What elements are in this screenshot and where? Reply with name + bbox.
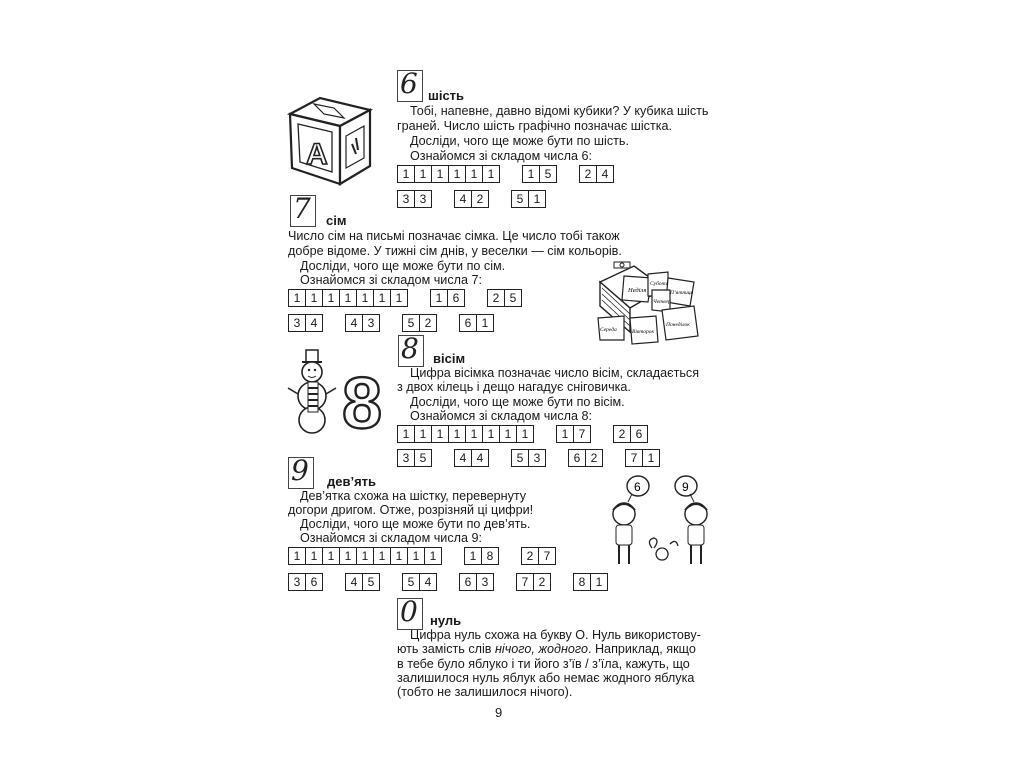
- number-cell: 1: [431, 165, 449, 183]
- page-number: 9: [495, 705, 503, 720]
- kids-illustration: [604, 472, 718, 570]
- cell-group: [459, 573, 494, 591]
- composition-row: [397, 165, 614, 183]
- number-cell: 1: [322, 289, 340, 307]
- number-cell: 1: [482, 425, 500, 443]
- cell-group: [511, 449, 546, 467]
- number-cell: 1: [482, 165, 500, 183]
- number-cell: 3: [414, 190, 432, 208]
- section-eight-line-3: Досліди, чого ще може бути по вісім.: [410, 395, 625, 409]
- composition-row: [288, 289, 522, 307]
- number-cell: 3: [288, 573, 306, 591]
- section-six-title: шість: [428, 88, 465, 103]
- calendar-label: Вівторок: [632, 329, 655, 335]
- number-cell: 1: [305, 547, 323, 565]
- number-cell: 1: [499, 425, 517, 443]
- composition-row: [288, 314, 494, 332]
- bubble-left-digit: 6: [634, 480, 641, 494]
- number-cell: 5: [511, 190, 529, 208]
- number-cell: 4: [454, 190, 472, 208]
- cell-group: [397, 425, 534, 443]
- number-cell: 1: [356, 289, 374, 307]
- number-cell: 8: [481, 547, 499, 565]
- number-cell: 4: [305, 314, 323, 332]
- section-seven-title: сім: [326, 213, 347, 228]
- digit-zero-box: [397, 595, 423, 630]
- section-nine-line-4: Ознайомся зі складом числа 9:: [300, 531, 482, 545]
- section-seven-line-4: Ознайомся зі складом числа 7:: [300, 273, 482, 287]
- number-cell: 1: [373, 289, 391, 307]
- number-cell: 6: [305, 573, 323, 591]
- section-nine-title: дев’ять: [327, 474, 377, 489]
- number-cell: 3: [397, 190, 415, 208]
- calendar-label: Середа: [600, 327, 617, 333]
- number-cell: 4: [345, 314, 363, 332]
- number-cell: 1: [305, 289, 323, 307]
- number-cell: 1: [373, 547, 391, 565]
- number-cell: 2: [471, 190, 489, 208]
- number-cell: 4: [345, 573, 363, 591]
- number-cell: 5: [414, 449, 432, 467]
- number-cell: 2: [613, 425, 631, 443]
- section-zero-title: нуль: [430, 613, 462, 628]
- cell-group: [521, 547, 556, 565]
- calendar-label: Четвер: [653, 299, 671, 305]
- number-cell: 4: [454, 449, 472, 467]
- number-cell: 1: [431, 425, 449, 443]
- cell-group: [487, 289, 522, 307]
- cell-group: [345, 314, 380, 332]
- number-cell: 1: [465, 165, 483, 183]
- section-nine-line-3: Досліди, чого ще може бути по дев’ять.: [300, 517, 531, 531]
- number-cell: 1: [322, 547, 340, 565]
- digit-zero: 0: [400, 595, 418, 628]
- number-cell: 7: [538, 547, 556, 565]
- composition-row: [288, 573, 608, 591]
- number-cell: 3: [476, 573, 494, 591]
- cell-group: [288, 289, 408, 307]
- bubble-right-digit: 9: [682, 480, 689, 494]
- number-cell: 2: [585, 449, 603, 467]
- cube-letter: A: [306, 138, 328, 171]
- cell-group: [397, 449, 432, 467]
- section-zero-line-3: в тебе було яблуко і ти його з’їв / з’їла, кажуть, що: [397, 657, 690, 671]
- section-eight-title: вісім: [433, 351, 466, 366]
- digit-eight-box: [398, 332, 424, 367]
- cell-group: [459, 314, 494, 332]
- number-cell: 1: [516, 425, 534, 443]
- number-cell: 1: [556, 425, 574, 443]
- cell-group: [579, 165, 614, 183]
- digit-seven-box: [290, 192, 316, 227]
- number-cell: 3: [362, 314, 380, 332]
- section-nine-line-2: догори дригом. Отже, розрізняй ці цифри!: [288, 503, 534, 517]
- snowman-illustration: [286, 348, 398, 436]
- number-cell: 1: [464, 547, 482, 565]
- cell-group: [397, 165, 500, 183]
- cell-group: [625, 449, 660, 467]
- section-eight-line-2: з двох кілець і дещо нагадує сніговичка.: [397, 380, 631, 394]
- cell-group: [430, 289, 465, 307]
- number-cell: 2: [521, 547, 539, 565]
- composition-row: [397, 190, 546, 208]
- zero-italic-words: нічого, жодного: [495, 642, 588, 656]
- cell-group: [345, 573, 380, 591]
- digit-eight: 8: [401, 332, 419, 365]
- number-cell: 5: [362, 573, 380, 591]
- composition-row: [397, 449, 660, 467]
- number-cell: 5: [504, 289, 522, 307]
- number-cell: 6: [568, 449, 586, 467]
- composition-row: [397, 425, 648, 443]
- number-cell: 2: [487, 289, 505, 307]
- cell-group: [511, 190, 546, 208]
- section-eight-line-4: Ознайомся зі складом числа 8:: [410, 409, 592, 423]
- number-cell: 3: [397, 449, 415, 467]
- number-cell: 6: [459, 314, 477, 332]
- number-cell: 8: [573, 573, 591, 591]
- number-cell: 1: [528, 190, 546, 208]
- cell-group: [288, 573, 323, 591]
- section-seven-line-2: добре відоме. У тижні сім днів, у веселки — сім кольорів.: [288, 244, 622, 258]
- cell-group: [397, 190, 432, 208]
- number-cell: 1: [390, 289, 408, 307]
- number-cell: 4: [419, 573, 437, 591]
- section-zero-line-5: (тобто не залишилося нічого).: [397, 685, 573, 699]
- number-cell: 1: [476, 314, 494, 332]
- number-cell: 1: [407, 547, 425, 565]
- calendar-label: П’ятниця: [670, 290, 694, 296]
- zero-line-2-end: . Наприклад, якщо: [587, 642, 696, 656]
- number-cell: 7: [516, 573, 534, 591]
- cell-group: [402, 314, 437, 332]
- calendar-label: Понеділок: [666, 322, 690, 328]
- number-cell: 1: [424, 547, 442, 565]
- number-cell: 1: [288, 289, 306, 307]
- section-six-line-4: Ознайомся зі складом числа 6:: [410, 149, 592, 163]
- number-cell: 7: [625, 449, 643, 467]
- section-six-line-3: Досліди, чого ще може бути по шість.: [410, 134, 629, 148]
- number-cell: 5: [511, 449, 529, 467]
- number-cell: 1: [465, 425, 483, 443]
- number-cell: 1: [430, 289, 448, 307]
- composition-row: [288, 547, 556, 565]
- cell-group: [454, 449, 489, 467]
- number-cell: 1: [448, 165, 466, 183]
- number-cell: 4: [596, 165, 614, 183]
- cell-group: [516, 573, 551, 591]
- section-nine-line-1: Дев’ятка схожа на шістку, перевернуту: [300, 489, 527, 503]
- digit-six-box: [397, 67, 423, 102]
- number-cell: 3: [288, 314, 306, 332]
- number-cell: 4: [471, 449, 489, 467]
- number-cell: 5: [539, 165, 557, 183]
- calendar-label: Неділя: [628, 287, 647, 294]
- number-cell: 1: [397, 425, 415, 443]
- calendar-pages-illustration: [594, 260, 716, 358]
- big-eight: 8: [342, 364, 383, 436]
- number-cell: 1: [414, 425, 432, 443]
- cell-group: [454, 190, 489, 208]
- cell-group: [402, 573, 437, 591]
- number-cell: 2: [533, 573, 551, 591]
- number-cell: 1: [448, 425, 466, 443]
- number-cell: 5: [402, 573, 420, 591]
- number-cell: 1: [339, 547, 357, 565]
- digit-nine-box: [288, 454, 314, 489]
- section-zero-line-2: [397, 642, 696, 657]
- number-cell: 2: [579, 165, 597, 183]
- number-cell: 3: [528, 449, 546, 467]
- number-cell: 1: [288, 547, 306, 565]
- number-cell: 1: [356, 547, 374, 565]
- cell-group: [568, 449, 603, 467]
- number-cell: 1: [642, 449, 660, 467]
- digit-six: 6: [400, 67, 418, 100]
- number-cell: 1: [390, 547, 408, 565]
- number-cell: 6: [447, 289, 465, 307]
- section-seven-line-1: Число сім на письмі позначає сімка. Це число тобі також: [288, 229, 620, 243]
- zero-line-2-start: ють замість слів: [397, 642, 495, 656]
- digit-seven: 7: [293, 192, 311, 225]
- number-cell: 7: [573, 425, 591, 443]
- cell-group: [288, 314, 323, 332]
- number-cell: 1: [522, 165, 540, 183]
- section-seven-line-3: Досліди, чого ще може бути по сім.: [300, 259, 506, 273]
- number-cell: 6: [630, 425, 648, 443]
- section-zero-line-1: Цифра нуль схожа на букву О. Нуль використову-: [410, 628, 701, 642]
- number-cell: 5: [402, 314, 420, 332]
- number-cell: 1: [590, 573, 608, 591]
- cube-illustration: [284, 92, 376, 188]
- section-six-line-2: граней. Число шість графічно позначає шістка.: [397, 119, 673, 133]
- section-zero-line-4: залишилося нуль яблук або немає жодного яблука: [397, 671, 695, 685]
- number-cell: 2: [419, 314, 437, 332]
- cell-group: [573, 573, 608, 591]
- cell-group: [556, 425, 591, 443]
- number-cell: 1: [339, 289, 357, 307]
- number-cell: 1: [414, 165, 432, 183]
- section-six-line-1: Тобі, напевне, давно відомі кубики? У кубика шість: [410, 104, 709, 118]
- digit-nine: 9: [291, 454, 309, 487]
- cell-group: [613, 425, 648, 443]
- cell-group: [522, 165, 557, 183]
- section-eight-line-1: Цифра вісімка позначає число вісім, складається: [410, 366, 700, 380]
- cell-group: [464, 547, 499, 565]
- calendar-label: Субота: [650, 281, 669, 287]
- cell-group: [288, 547, 442, 565]
- number-cell: 1: [397, 165, 415, 183]
- number-cell: 6: [459, 573, 477, 591]
